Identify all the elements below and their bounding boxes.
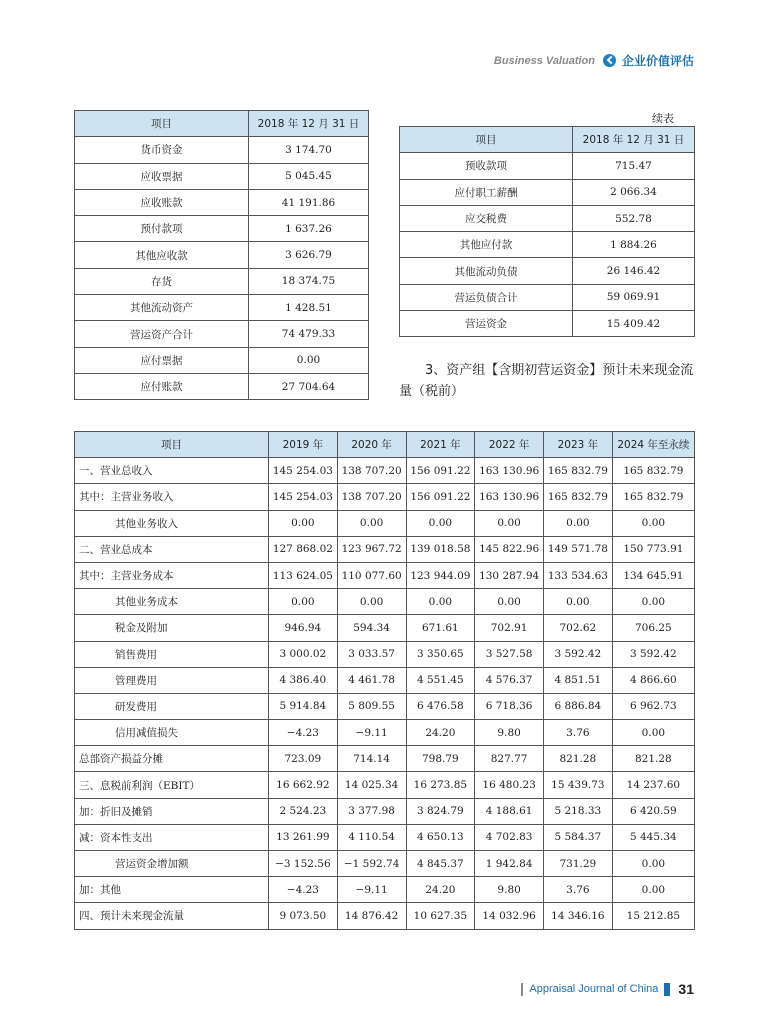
row-label-cell: 管理费用 [75,667,269,693]
row-label-cell: 营运资金增加额 [75,851,269,877]
table-cell: 4 702.83 [475,824,544,850]
table-cell: 应付票据 [75,347,249,373]
table-cell: 26 146.42 [573,258,695,284]
table-cell: 其他流动资产 [75,295,249,321]
table-row [75,510,695,536]
row-label-cell: 四、预计未来现金流量 [75,903,269,929]
table-cell: 营运资产合计 [75,321,249,347]
table-cell: 165 832.79 [544,458,613,484]
table-cell: 714.14 [337,746,406,772]
table-cell: 2 524.23 [269,798,338,824]
table-row [75,458,695,484]
table-cell: 0.00 [612,589,694,615]
working-capital-liabilities-table [399,126,695,337]
table-row [400,232,695,258]
table-cell: 165 832.79 [544,484,613,510]
row-label-cell: 三、息税前利润（EBIT） [75,772,269,798]
table-cell: 3 000.02 [269,641,338,667]
table-cell: 6 420.59 [612,798,694,824]
table-cell: 16 480.23 [475,772,544,798]
row-label-cell: 其中：主营业务收入 [75,484,269,510]
page-header [494,52,694,69]
row-label-cell: 总部资产损益分摊 [75,746,269,772]
table-row [75,189,369,215]
table-cell: 其他应收款 [75,242,249,268]
table-cell: 134 645.91 [612,562,694,588]
table-cell: 9.80 [475,720,544,746]
table-cell: 1 428.51 [249,295,369,321]
table-cell: 123 944.09 [406,562,475,588]
table-cell: 163 130.96 [475,484,544,510]
table-row [75,693,695,719]
table-cell: 798.79 [406,746,475,772]
table-header-cell: 2018 年 12 月 31 日 [573,127,695,153]
table-cell: 130 287.94 [475,562,544,588]
table-row [400,179,695,205]
row-label-cell: 加：折旧及摊销 [75,798,269,824]
table-cell: 127 868.02 [269,536,338,562]
row-label-cell: 一、营业总收入 [75,458,269,484]
table-cell: 14 876.42 [337,903,406,929]
table-cell: −1 592.74 [337,851,406,877]
table-cell: 24.20 [406,877,475,903]
table-cell: 145 254.03 [269,458,338,484]
table-cell: 4 851.51 [544,667,613,693]
table-row [75,667,695,693]
table-cell: 0.00 [337,589,406,615]
table-cell: 165 832.79 [612,458,694,484]
table-row [400,311,695,337]
table-cell: 0.00 [406,589,475,615]
working-capital-assets-table [74,110,369,400]
table-row [75,824,695,850]
row-label-cell: 其中：主营业务成本 [75,562,269,588]
table-cell: 821.28 [544,746,613,772]
table-cell: 0.00 [612,877,694,903]
table-cell: 946.94 [269,615,338,641]
table-cell: 应收票据 [75,163,249,189]
page-footer [521,981,694,997]
table-cell: 其他流动负债 [400,258,573,284]
table-cell: 594.34 [337,615,406,641]
table-cell: 5 809.55 [337,693,406,719]
table-cell: −3 152.56 [269,851,338,877]
table-cell: 10 627.35 [406,903,475,929]
table-cell: 0.00 [475,510,544,536]
table-cell: −9.11 [337,720,406,746]
table-cell: 6 718.36 [475,693,544,719]
table-cell: 营运资金 [400,311,573,337]
table-cell: 149 571.78 [544,536,613,562]
table-cell: 预收款项 [400,153,573,179]
table-row [75,484,695,510]
table-cell: −4.23 [269,720,338,746]
table-cell: 3 592.42 [612,641,694,667]
table-row [75,877,695,903]
table-cell: 138 707.20 [337,458,406,484]
table-cell: 15 409.42 [573,311,695,337]
table-cell: 6 476.58 [406,693,475,719]
table-cell: 9.80 [475,877,544,903]
table-cell: 123 967.72 [337,536,406,562]
table-cell: 3 033.57 [337,641,406,667]
table-cell: 0.00 [612,851,694,877]
table-cell: 5 045.45 [249,163,369,189]
table-cell: 1 637.26 [249,216,369,242]
row-label-cell: 加：其他 [75,877,269,903]
row-label-cell: 销售费用 [75,641,269,667]
table-cell: 0.00 [406,510,475,536]
table-cell: 27 704.64 [249,373,369,399]
table-cell: 预付款项 [75,216,249,242]
table-cell: 其他应付款 [400,232,573,258]
table-cell: 706.25 [612,615,694,641]
table-cell: 0.00 [249,347,369,373]
table-row [75,137,369,163]
table-row [75,163,369,189]
table-cell: 821.28 [612,746,694,772]
table-cell: 0.00 [269,589,338,615]
table-row [75,536,695,562]
table-cell: 138 707.20 [337,484,406,510]
table-row [75,295,369,321]
table-cell: 2 066.34 [573,179,695,205]
table-header-cell: 2024 年至永续 [612,432,694,458]
table-cell: 15 439.73 [544,772,613,798]
table-cell: 827.77 [475,746,544,772]
table-row [75,851,695,877]
table-cell: 3 377.98 [337,798,406,824]
table-header-cell: 项目 [400,127,573,153]
table-cell: 0.00 [612,510,694,536]
table-header-cell: 2021 年 [406,432,475,458]
chevron-circle-icon [603,54,616,67]
table-cell: 150 773.91 [612,536,694,562]
page-number: 31 [678,981,694,997]
table-header-cell: 2019 年 [269,432,338,458]
table-cell: 存货 [75,268,249,294]
table-cell: 731.29 [544,851,613,877]
table-cell: 145 254.03 [269,484,338,510]
table-cell: 3 174.70 [249,137,369,163]
table-cell: 133 534.63 [544,562,613,588]
footer-accent-bar [664,983,670,996]
table-cell: 702.62 [544,615,613,641]
table-cell: 4 461.78 [337,667,406,693]
table-cell: 4 551.45 [406,667,475,693]
table-header-cell: 2020 年 [337,432,406,458]
footer-divider [521,983,523,996]
table-row [400,284,695,310]
table-cell: 671.61 [406,615,475,641]
table-cell: −9.11 [337,877,406,903]
table-cell: 723.09 [269,746,338,772]
table-cell: 营运负债合计 [400,284,573,310]
table-row [75,321,369,347]
table-cell: 3.76 [544,877,613,903]
table-cell: 4 110.54 [337,824,406,850]
table-cell: 24.20 [406,720,475,746]
table-cell: 5 445.34 [612,824,694,850]
table-cell: 14 237.60 [612,772,694,798]
table-row [75,562,695,588]
table-row [75,615,695,641]
table-cell: 3.76 [544,720,613,746]
table-row [75,903,695,929]
table-cell: 4 650.13 [406,824,475,850]
table-cell: 6 886.84 [544,693,613,719]
table-header-cell: 2022 年 [475,432,544,458]
table-row [75,589,695,615]
table-cell: 165 832.79 [612,484,694,510]
table-row [75,373,369,399]
table-row [400,205,695,231]
table-cell: 4 576.37 [475,667,544,693]
table-row [75,268,369,294]
row-label-cell: 研发费用 [75,693,269,719]
table-cell: 16 662.92 [269,772,338,798]
table-row [400,153,695,179]
table-row [400,258,695,284]
table-cell: 110 077.60 [337,562,406,588]
journal-name: Appraisal Journal of China [529,983,659,995]
table-cell: 应付职工薪酬 [400,179,573,205]
table-header-cell: 项目 [75,432,269,458]
table-row [75,347,369,373]
table-cell: 3 824.79 [406,798,475,824]
table-cell: 16 273.85 [406,772,475,798]
table-cell: 应交税费 [400,205,573,231]
header-section-cn: 企业价值评估 [621,54,694,68]
table-cell: −4.23 [269,877,338,903]
table-header-cell: 2018 年 12 月 31 日 [249,111,369,137]
table-cell: 702.91 [475,615,544,641]
row-label-cell: 其他业务成本 [75,589,269,615]
table-row [75,720,695,746]
table-cell: 715.47 [573,153,695,179]
table-cell: 5 218.33 [544,798,613,824]
table-cell: 145 822.96 [475,536,544,562]
table-cell: 4 386.40 [269,667,338,693]
row-label-cell: 其他业务收入 [75,510,269,536]
table-cell: 59 069.91 [573,284,695,310]
table-cell: 0.00 [612,720,694,746]
table-cell: 4 866.60 [612,667,694,693]
table-cell: 0.00 [269,510,338,536]
table-header-cell: 项目 [75,111,249,137]
row-label-cell: 二、营业总成本 [75,536,269,562]
table-cell: 156 091.22 [406,484,475,510]
table-row [75,216,369,242]
table-cell: 0.00 [475,589,544,615]
table-cell: 1 884.26 [573,232,695,258]
table-cell: 4 845.37 [406,851,475,877]
table-cell: 3 626.79 [249,242,369,268]
header-section-en: Business Valuation [493,54,595,67]
table-row [75,242,369,268]
table-cell: 0.00 [544,510,613,536]
section-heading-paragraph: 3、资产组【含期初营运资金】预计未来现金流量（税前） [399,363,694,399]
table-row [75,746,695,772]
table-cell: 14 346.16 [544,903,613,929]
table-row [75,641,695,667]
row-label-cell: 税金及附加 [75,615,269,641]
table-cell: 应付账款 [75,373,249,399]
table-cell: 14 032.96 [475,903,544,929]
cash-flow-forecast-table [74,431,695,930]
table-cell: 6 962.73 [612,693,694,719]
row-label-cell: 信用减值损失 [75,720,269,746]
table-row [75,798,695,824]
continued-label: 续表 [652,112,674,125]
table-cell: 4 188.61 [475,798,544,824]
table-cell: 5 914.84 [269,693,338,719]
table-cell: 货币资金 [75,137,249,163]
table-cell: 0.00 [544,589,613,615]
row-label-cell: 减：资本性支出 [75,824,269,850]
table-row [75,772,695,798]
table-cell: 74 479.33 [249,321,369,347]
table-cell: 41 191.86 [249,189,369,215]
table-cell: 15 212.85 [612,903,694,929]
table-cell: 14 025.34 [337,772,406,798]
table-cell: 3 527.58 [475,641,544,667]
table-cell: 应收账款 [75,189,249,215]
table-cell: 3 592.42 [544,641,613,667]
table-cell: 0.00 [337,510,406,536]
table-cell: 552.78 [573,205,695,231]
table-cell: 163 130.96 [475,458,544,484]
table-cell: 9 073.50 [269,903,338,929]
table-header-cell: 2023 年 [544,432,613,458]
table-cell: 139 018.58 [406,536,475,562]
table-cell: 156 091.22 [406,458,475,484]
table-cell: 3 350.65 [406,641,475,667]
table-cell: 18 374.75 [249,268,369,294]
table-cell: 1 942.84 [475,851,544,877]
table-cell: 13 261.99 [269,824,338,850]
table-cell: 5 584.37 [544,824,613,850]
table-cell: 113 624.05 [269,562,338,588]
